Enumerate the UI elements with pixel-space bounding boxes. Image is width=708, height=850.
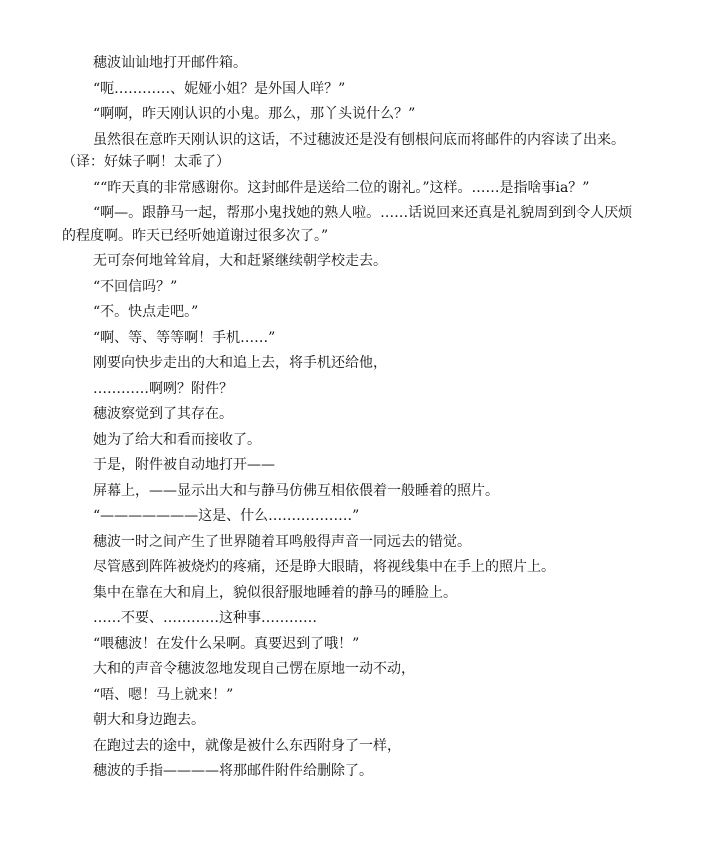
paragraph: 刚要向快步走出的大和追上去，将手机还给他， (93, 355, 387, 371)
paragraph: 尽管感到阵阵被烧灼的疼痛，还是睁大眼睛，将视线集中在手上的照片上。 (93, 559, 555, 575)
paragraph: “啊、等、等等啊！手机……” (93, 329, 276, 346)
paragraph: “啊—。跟静马一起，帮那小鬼找她的熟人啦。……话说回来还真是礼貌周到到令人厌烦的程度啊。昨天已经听她道谢过很多次了。” (62, 205, 633, 244)
paragraph: 屏幕上，——显示出大和与静马仿佛互相依偎着一般睡着的照片。 (93, 482, 499, 499)
paragraph: 大和的声音令穗波忽地发现自己愣在原地一动不动， (93, 661, 415, 677)
paragraph: “呃…………、妮娅小姐？是外国人咩？” (93, 80, 346, 97)
paragraph: 穗波讪讪地打开邮件箱。 (93, 55, 247, 71)
paragraph: “不回信吗？” (93, 278, 178, 295)
paragraph: 在跑过去的途中，就像是被什么东西附身了一样， (93, 737, 401, 754)
paragraph: 虽然很在意昨天刚认识的这话，不过穗波还是没有刨根问底而将邮件的内容读了出来。（译：好妹子啊！太乖了） (62, 131, 625, 170)
paragraph: 穗波察觉到了其存在。 (93, 406, 233, 422)
paragraph: “———————这是、什么………………” (93, 508, 360, 524)
paragraph: 集中在靠在大和肩上，貌似很舒服地睡着的静马的睡脸上。 (93, 584, 457, 601)
paragraph: 她为了给大和看而接收了。 (93, 431, 261, 448)
paragraph: 于是，附件被自动地打开—— (93, 457, 275, 473)
paragraph: “不。快点走吧。” (93, 304, 199, 320)
paragraph: 朝大和身边跑去。 (93, 712, 205, 728)
paragraph: 穗波一时之间产生了世界随着耳鸣般得声音一同远去的错觉。 (93, 533, 471, 550)
paragraph: …………啊咧？附件？ (93, 380, 233, 397)
paragraph: “喂穗波！在发什么呆啊。真要迟到了哦！” (93, 635, 360, 652)
paragraph: 穗波的手指————将那邮件附件给删除了。 (93, 763, 373, 779)
paragraph: ““昨天真的非常感谢你。这封邮件是送给二位的谢礼。”这样。……是指啥事ia？” (93, 179, 590, 196)
paragraph: ……不要、…………这种事………… (93, 610, 317, 626)
paragraph: “唔、嗯！马上就来！” (93, 686, 234, 703)
paragraph: 无可奈何地耸耸肩，大和赶紧继续朝学校走去。 (93, 253, 387, 269)
paragraph: “啊啊，昨天刚认识的小鬼。那么，那丫头说什么？” (93, 106, 416, 122)
